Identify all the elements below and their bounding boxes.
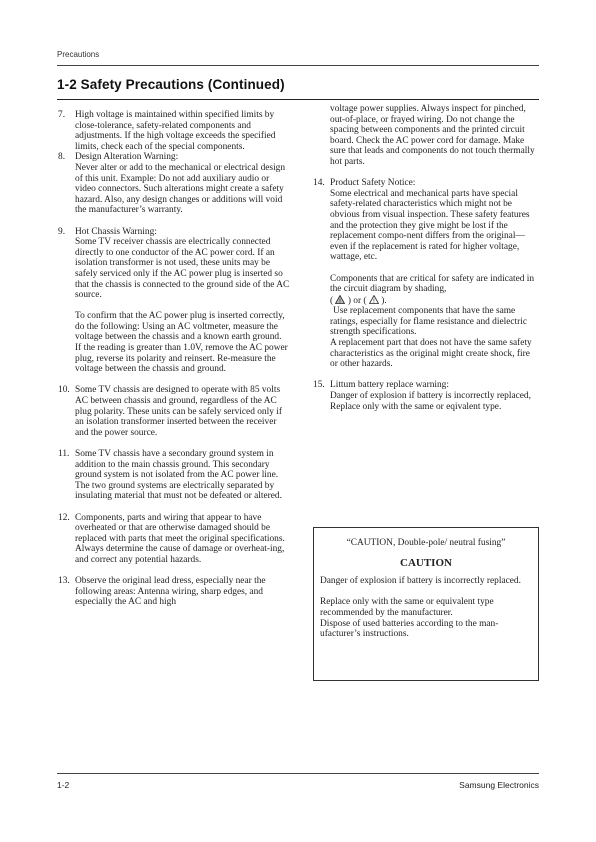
item-heading: Littum battery replace warning:	[330, 380, 449, 391]
list-item-8: 8. Design Alteration Warning: Never alter or add to the mechanical or electrical design of this unit. Example: Do not add auxiliary audio or video connectors. Such alterations might create a safety hazard. Also, any design changes or additions will void the manufacturer’s warranty.	[58, 152, 290, 216]
safety-symbol-line: ( ! ) or ( ! ).	[330, 295, 387, 306]
svg-text:!: !	[339, 297, 342, 304]
list-item-14: 14. Product Safety Notice: Some electrical and mechanical parts have special safety-related characteristics which might not be obvious from visual inspection. These safety features and the protection they give might be lost if the replacement compo-nent differs from the original—even if the replacement is rated for higher voltage, wattage, etc. Components that are critical for safety are indicated in the circuit diagram by shading, ( ! ) or ( ! ). Use replacement components that have the same ratings, especially for flame resistance and dielectric strength specifications. A replacement part that does not have the same safety characteristics as the original might create shock, fire or other hazards.	[313, 178, 540, 370]
page-title: 1-2 Safety Precautions (Continued)	[57, 77, 285, 92]
caution-text: Replace only with the same or equivalent type recommended by the manufacturer.	[320, 597, 494, 618]
item-text: Some TV chassis are designed to operate with 85 volts AC between chassis and ground, regardless of the AC plug polarity. These units can be safely serviced only if an isolation transformer inserted between the receiver and the power source.	[75, 385, 282, 438]
list-item-7: 7. High voltage is maintained within specified limits by close-tolerance, safety-related components and adjustments. If the high voltage exceeds the specified limits, check each of the special components.	[58, 110, 290, 152]
warning-triangle-icon	[369, 295, 379, 304]
item-text: Components that are critical for safety are indicated in the circuit diagram by shading,	[330, 273, 535, 295]
caution-text: Dispose of used batteries according to the man-ufacturer’s instructions.	[320, 618, 499, 640]
title-rule	[57, 99, 539, 100]
footer-brand: Samsung Electronics	[459, 780, 539, 790]
page-number: 1-2	[57, 780, 70, 790]
item-heading: Hot Chassis Warning:	[75, 226, 157, 237]
item-text: To confirm that the AC power plug is inserted correctly, do the following: Using an AC voltmeter, measure the voltage between the chassis and a known earth ground. If the reading is greater than 1.0V, remove the AC power plug, reverse its polarity and reinsert. Re-measure the voltage between the chassis and ground.	[75, 311, 288, 375]
caution-text: Danger of explosion if battery is incorrectly replaced.	[320, 576, 521, 587]
list-item-12: 12. Components, parts and wiring that appear to have overheated or that are otherwise damaged should be replaced with parts that meet the original specifications. Always determine the cause of damage or overheat-ing, and correct any potential hazards.	[58, 513, 290, 566]
item-text: Some TV chassis have a secondary ground system in addition to the main chassis ground. This secondary ground system is not isolated from the AC power line. The two ground systems are electrically separated by insulating material that must not be defeated or altered.	[75, 449, 282, 502]
item-text: Danger of explosion if battery is incorrectly replaced, Replace only with the same or eqivalent type.	[330, 391, 531, 412]
right-column	[313, 104, 540, 412]
list-item-15: 15. Littum battery replace warning: Danger of explosion if battery is incorrectly replaced, Replace only with the same or eqivalent type.	[313, 380, 540, 412]
list-item-11: 11. Some TV chassis have a secondary ground system in addition to the main chassis ground. This secondary ground system is not isolated from the AC power line. The two ground systems are electrically separated by insulating material that must not be defeated or altered.	[58, 449, 290, 502]
item-text: voltage power supplies. Always inspect for pinched, out-of-place, or frayed wiring. Do not change the spacing between components and the printed circuit board. Check the AC power cord for damage. Make sure that leads and components do not touch thermally hot parts.	[330, 104, 535, 167]
item-text: Some electrical and mechanical parts have special safety-related characteristics which might not be obvious from visual inspection. These safety features and the protection they give might be lost if the replacement compo-nent differs from the original—even if the replacement is rated for higher voltage, wattage, etc.	[330, 188, 530, 263]
item-text: Components, parts and wiring that appear to have overheated or that are otherwise damaged should be replaced with parts that meet the original specifications. Always determine the cause of damage or overheat-ing, and correct any potential hazards.	[75, 512, 285, 565]
caution-caption: “CAUTION, Double-pole/ neutral fusing”	[346, 538, 506, 548]
list-item-10: 10. Some TV chassis are designed to operate with 85 volts AC between chassis and ground, regardless of the AC plug polarity. These units can be safely serviced only if an isolation transformer inserted between the receiver and the power source.	[58, 385, 290, 438]
left-column	[58, 110, 290, 608]
caution-box	[313, 527, 539, 681]
item-text: Use replacement components that have the same ratings, especially for flame resistance and dielectric strength specifications.	[330, 306, 528, 338]
footer-rule	[57, 773, 539, 774]
list-item-13-continued	[313, 104, 540, 168]
item-heading: Product Safety Notice:	[330, 178, 416, 189]
item-heading: Design Alteration Warning:	[75, 152, 179, 163]
list-item-13: 13. Observe the original lead dress, especially near the following areas: Antenna wiring, sharp edges, and especially the AC and high	[58, 576, 290, 608]
section-label: Precautions	[57, 50, 100, 59]
caution-heading: CAUTION	[400, 556, 452, 569]
list-item-9: 9. Hot Chassis Warning: Some TV receiver chassis are electrically connected directly to one conductor of the AC power cord. If an isolation transformer is not used, these units may be safely serviced only if the AC power plug is inserted so that the chassis is connected to the ground side of the AC source. To confirm that the AC power plug is inserted correctly, do the following: Using an AC voltmeter, measure the voltage between the chassis and a known earth ground. If the reading is greater than 1.0V, remove the AC power plug, reverse its polarity and reinsert. Re-measure the voltage between the chassis and ground.	[58, 226, 290, 375]
svg-text:!: !	[372, 297, 376, 304]
item-text: High voltage is maintained within specified limits by close-tolerance, safety-related components and adjustments. If the high voltage exceeds the specified limits, check each of the special components.	[75, 110, 276, 152]
shaded-warning-triangle-icon	[335, 295, 345, 304]
item-text: Never alter or add to the mechanical or electrical design of this unit. Example: Do not add auxiliary audio or video connectors. Such alterations might create a safety hazard. Also, any design changes or additions will void the manufacturer’s warranty.	[75, 162, 286, 216]
header-rule	[57, 65, 539, 66]
item-text: A replacement part that does not have the same safety characteristics as the original might create shock, fire or other hazards.	[330, 338, 532, 370]
item-text: Observe the original lead dress, especially near the following areas: Antenna wiring, sharp edges, and especially the AC and high	[75, 576, 266, 608]
item-text: Some TV receiver chassis are electrically connected directly to one conductor of the AC power cord. If an isolation transformer is not used, these units may be safely serviced only if the AC power plug is inserted so that the chassis is connected to the ground side of the AC source.	[75, 237, 290, 301]
